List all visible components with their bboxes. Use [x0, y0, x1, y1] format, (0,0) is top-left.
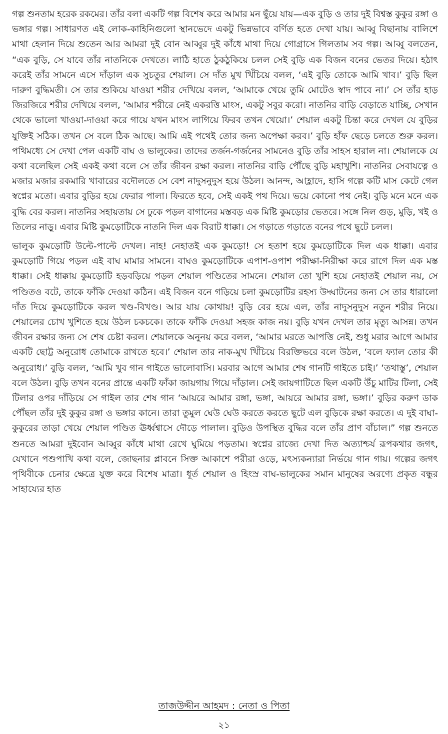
body-text	[12, 8, 438, 658]
paragraph: গল্প শুনতাম হরেক রকমের। তাঁর বলা একটি গল্প বিশেষ করে আমার মন ছুঁয়ে যায়—এক বুড়ি ও তার দুই বিশ্বস্ত কুকুর রঙ্গা ও ভঙ্গার গল্প। সাধারণত এই লোক-কাহিনিগুলো স্থানভেদে একটু ভিন্নভাবে বর্ণিত হতে দেখা যায়। আব্বু বিছানায় বালিশে মাথা হেলান দিয়ে শুতেন আর আমরা দুই বোন আব্বুর দুই কাঁধে মাথা দিয়ে গোগ্রাসে গিলতাম সব গল্প। আব্বু বলতেন, “এক বুড়ি, সে যাবে তাঁর নাতনিকে দেখতে। লাঠি হাতে ঠুকঠুকিয়ে চলল সেই বুড়ি এক বিজন বনের ভেতর দিয়ে। হঠাৎ করেই তাঁর সামনে এসে দাঁড়াল এক সুচতুর শেয়াল। সে দাঁত মুখ খিঁচিয়ে বলল, ‘এই বুড়ি তোকে আমি খাব।’ বুড়ি ছিল দারুণ বুদ্ধিমতী। সে তার শুকিয়ে যাওয়া শরীর দেখিয়ে বলল, ‘আমাকে খেয়ে তুমি মোটেও স্বাদ পাবে না।’ সে তাঁর হাড় জিরজিরে শরীর দেখিয়ে বলল, ‘আমার শরীরে নেই একরত্তি মাংস, একটু সবুর করো। নাতনির বাড়ি বেড়াতে যাচ্ছি, সেখান থেকে ভালো খাওয়া-দাওয়া করে গায়ে যখন মাংস লাগিয়ে ফিরব তখন খেয়ো।’ শেয়াল একটু চিন্তা করে দেখল যে বুড়ির যুক্তিই সঠিক। তখন সে বলে ঠিক আছে। আমি এই পথেই তোর জন্য অপেক্ষা করব।’ বুড়ি হাঁফ ছেড়ে চলতে শুরু করল। পথিমধ্যে সে দেখা পেল একটি বাঘ ও ভালুকের। তাদের তর্জন-গর্জনের সামনেও বুড়ি তাঁর সাহস হারাল না। শেয়ালকে যে কথা বলেছিল সেই একই কথা বলে সে তাঁর জীবন রক্ষা করল। নাতনির বাড়ি পৌঁছে বুড়ি মহাখুশি। নাতনির সেবাযত্নে ও মজার মজার রকমারি খাবারের বদৌলতে সে বেশ নাদুসনুদুস হয়ে উঠল। আনন্দ, আহ্লাদে, হাসি গল্পে কটি মাস কেটে গেল স্বপ্নের মতো। এবার বুড়ির হয়ে ফেরার পালা। ফিরতে হবে, সেই একই পথ দিয়ে। ভয়ে কোনো পথ নেই। বুড়ি মনে মনে এক বুদ্ধি বের করল। নাতনির সহায়তায় সে ঢুকে পড়ল বাগানের মস্তবড় এক মিষ্টি কুমড়োর ভেতরে। সঙ্গে নিল গুড়, মুড়ি, খই ও তিলের নাড়ু। এবার মিষ্টি কুমড়োটিকে নাতনি দিল এক বিরাট ধাক্কা। সে গড়াতে গড়াতে বনের পথে ছুটে চলল।	[12, 10, 438, 233]
paragraph: ভালুক কুমড়োটি উল্টে-পাল্টে দেখল। নাহ! নেহাতই এক কুমড়ো! সে হতাশ হয়ে কুমড়োটিকে দিল এক ধাক্কা। এবার কুমড়োটি গিয়ে পড়ল এই বাঘ মামার সামনে। বাঘও কুমড়োটিকে এপাশ-ওপাশ পরীক্ষা-নিরীক্ষা করে রাগে দিল এক মস্ত ধাক্কা। সেই ধাক্কায় কুমড়োটি হড়বড়িয়ে পড়ল শেয়াল পণ্ডিতের সামনে। শেয়াল তো খুশি হয়ে নেহাতই শেয়াল নয়, সে পণ্ডিতও বটে, তাকে ফাঁকি দেওয়া কঠিন। এই বিজন বনে গড়িয়ে চলা কুমড়োটির রহস্য উদ্ঘাটনের জন্য সে তার ধারালো দাঁত দিয়ে কুমড়োটিকে করল খণ্ড-বিখণ্ড। আর যায় কোথায়! বুড়ি বের হয়ে এল, তাঁর নাদুসনুদুস নতুন শরীর নিয়ে। শেয়ালের চোখ খুশিতে হয়ে উঠল চকচকে। তাকে ফাঁকি দেওয়া সহজ কাজ নয়। বুড়ি যখন দেখল তার মৃত্যু আসন্ন। তখন জীবন রক্ষার জন্য সে শেষ চেষ্টা করল। শেয়ালকে অনুনয় করে বলল, ‘আমার মরতে আপত্তি নেই, শুধু মরার আগে আমার একটি ছোট্ট অনুরোধ তোমাকে রাখতে হবে।’ শেয়াল তার নাক-মুখ খিঁচিয়ে বিরক্তিভরে বলে উঠল, ‘বলে ফ্যাল তোর কী অনুরোধ।’ বুড়ি বলল, ‘আমি খুব গান গাইতে ভালোবাসি। মরবার আগে আমার শেষ গানটি গাইতে চাই।’ ‘তথাস্তু’, শেয়াল বলে উঠল। বুড়ি তখন বনের প্রান্তে একটি ফাঁকা জায়গায় গিয়ে দাঁড়াল। সেই জায়গাটিতে ছিল একটি উঁচু মাটির টিলা, সেই টিলার ওপর দাঁড়িয়ে সে গাইল তার শেষ গান ‘আয়রে আমার রঙ্গা, ভঙ্গা, আয়রে আমার রঙ্গা, ভঙ্গা।’ বুড়ির করুণ ডাক পৌঁছল তাঁর দুই কুকুর রঙ্গা ও ভঙ্গার কানে। তারা তুমুল ঘেউ ঘেউ করতে করতে ছুটে এল বুড়িকে রক্ষা করতে। এ দুই বাঘা-কুকুরের তাড়া খেয়ে শেয়াল পণ্ডিত ঊর্ধ্বশ্বাসে দৌড়ে পালাল। বুড়িও উপস্থিত বুদ্ধির বলে তাঁর প্রাণ বাঁচাল।” গল্প শুনতে শুনতে আমরা দুইবোন আব্বুর কাঁধে মাথা রেখে ঘুমিয়ে পড়তাম। স্বপ্নের রাজ্যে দেখা দিত অত্যাশ্চর্য রূপকথার জগৎ, যেখানে পশুপাখি কথা বলে, জোছনার প্লাবনে সিক্ত আকাশে পরীরা ওড়ে, মৎস্যকন্যারা নির্ভয়ে গান গায়। গল্পের জগৎ পৃথিবীকে চেনার ক্ষেত্রে যুক্ত করে বিশেষ মাত্রা। ধূর্ত শেয়াল ও হিংস্র বাঘ-ভালুকের সমান মানুষের অরণ্যে প্রকৃত বন্ধুর সাহায্যের হাত	[12, 242, 438, 496]
running-title: তাজউদ্দীন আহমদ : নেতা ও পিতা	[158, 701, 290, 712]
page-number: ২১	[218, 721, 230, 731]
